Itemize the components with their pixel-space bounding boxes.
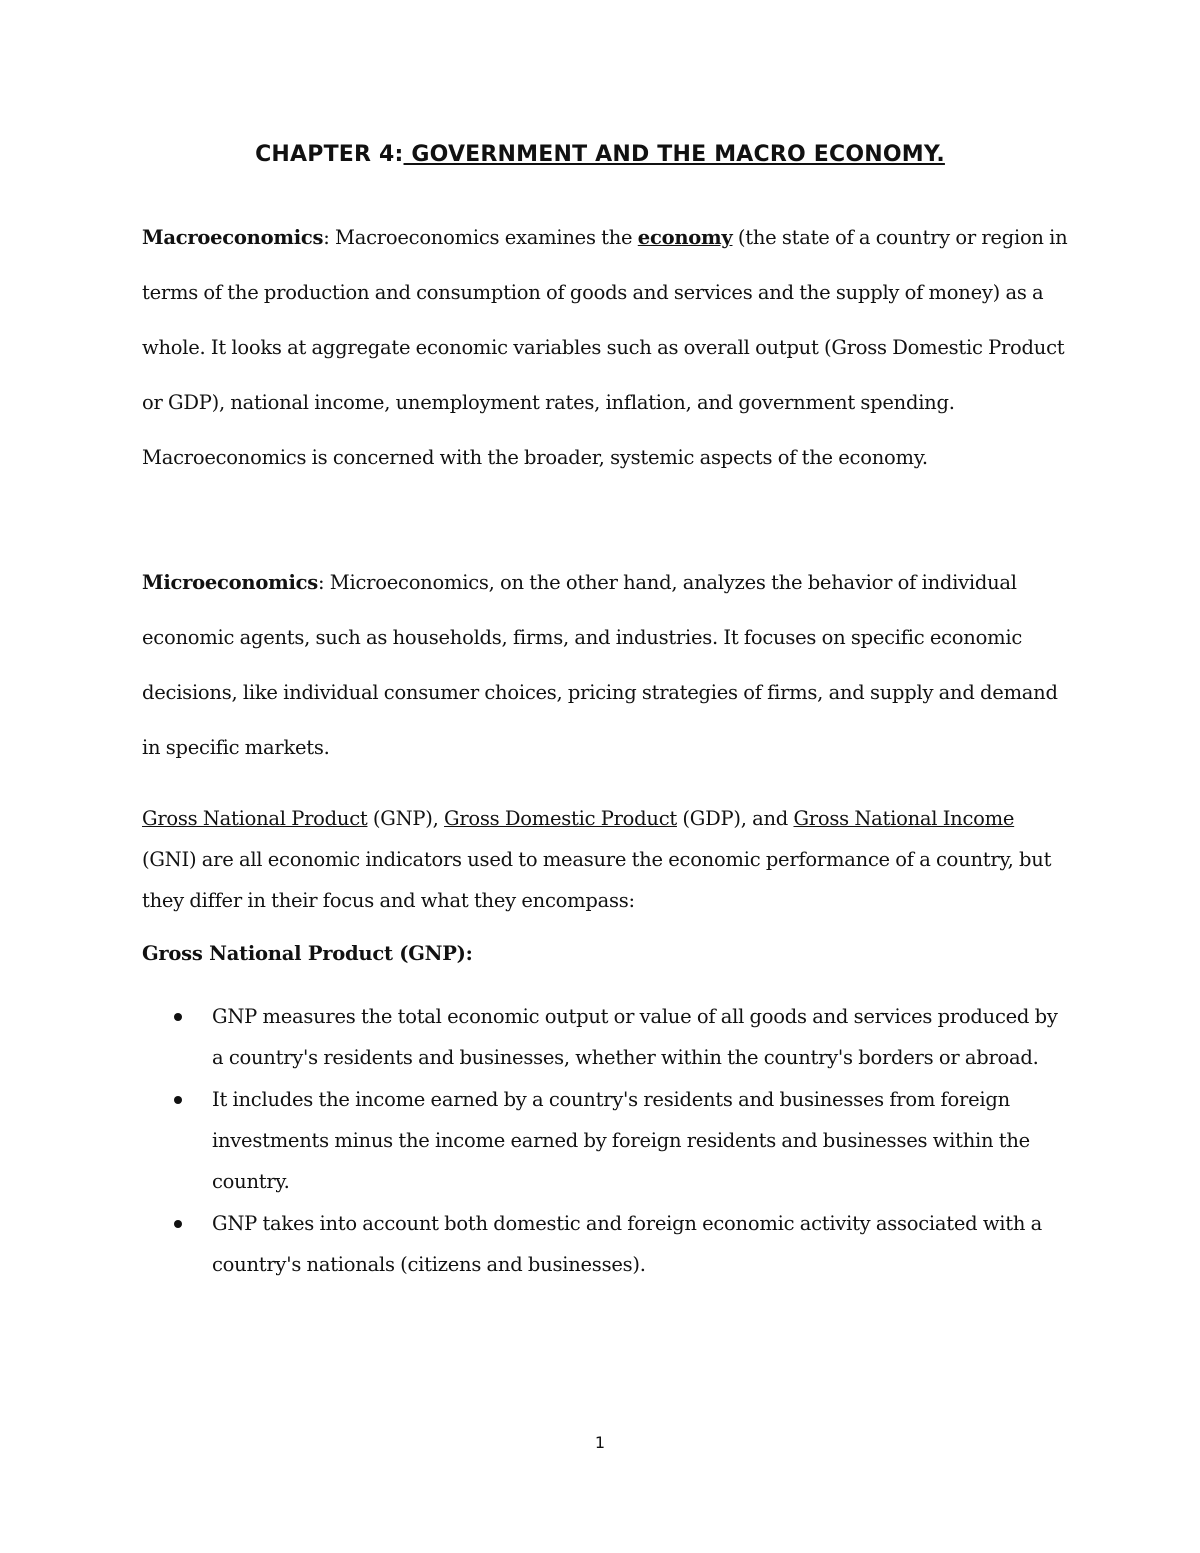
chapter-title-underlined: GOVERNMENT AND THE MACRO ECONOMY. bbox=[403, 142, 945, 167]
chapter-title bbox=[0, 142, 1200, 167]
gdp-link[interactable]: Gross Domestic Product bbox=[444, 807, 677, 830]
indicators-paragraph bbox=[142, 798, 1072, 921]
gnp-heading: Gross National Product (GNP): bbox=[142, 942, 473, 965]
bullet-dot-icon bbox=[174, 1013, 182, 1021]
indicators-separator-1: (GNP), bbox=[367, 807, 445, 830]
indicators-separator-2: (GDP), and bbox=[676, 807, 794, 830]
gni-link[interactable]: Gross National Income bbox=[793, 807, 1015, 830]
microeconomics-term: Microeconomics bbox=[142, 571, 319, 594]
macroeconomics-term: Macroeconomics bbox=[142, 226, 324, 249]
gnp-link[interactable]: Gross National Product bbox=[142, 807, 368, 830]
gnp-bullet-text: GNP takes into account both domestic and foreign economic activity associated with a country's nationals (citizens and businesses). bbox=[212, 1212, 1042, 1276]
chapter-title-prefix: CHAPTER 4: bbox=[255, 142, 404, 167]
bullet-dot-icon bbox=[174, 1096, 182, 1104]
page-number: 1 bbox=[594, 1433, 606, 1452]
economy-link[interactable]: economy bbox=[637, 226, 733, 249]
indicators-text: (GNI) are all economic indicators used to measure the economic performance of a country, but they differ in their focus and what they encompass: bbox=[142, 848, 1052, 912]
microeconomics-paragraph bbox=[142, 555, 1072, 775]
microeconomics-text: Microeconomics, on the other hand, analyzes the behavior of individual economic agents, such as households, firms, and industries. It focuses on specific economic decisions, like individual consumer choices, pricing strategies of firms, and supply and demand in specific markets. bbox=[142, 571, 1058, 759]
gnp-bullet-text: It includes the income earned by a country's residents and businesses from foreign investments minus the income earned by foreign residents and businesses within the country. bbox=[212, 1088, 1030, 1193]
microeconomics-colon: : bbox=[318, 571, 330, 594]
gnp-bullet-item bbox=[142, 996, 1072, 1078]
macroeconomics-paragraph bbox=[142, 210, 1072, 485]
gnp-bullet-text: GNP measures the total economic output or value of all goods and services produced by a country's residents and businesses, whether within the country's borders or abroad. bbox=[212, 1005, 1058, 1069]
macroeconomics-colon: : bbox=[323, 226, 336, 249]
gnp-bullet-item bbox=[142, 1079, 1072, 1202]
macroeconomics-text-after: (the state of a country or region in terms of the production and consumption of goods and services and the supply of money) as a whole. It looks at aggregate economic variables such as overall output (Gross Domestic Product or GDP), national income, unemployment rates, inflation, and government spending. Macroeconomics is concerned with the broader, systemic aspects of the economy. bbox=[142, 226, 1068, 469]
gnp-bullet-item bbox=[142, 1203, 1072, 1285]
macroeconomics-text-before: Macroeconomics examines the bbox=[335, 226, 638, 249]
gnp-bullet-list bbox=[142, 996, 1072, 1286]
bullet-dot-icon bbox=[174, 1220, 182, 1228]
